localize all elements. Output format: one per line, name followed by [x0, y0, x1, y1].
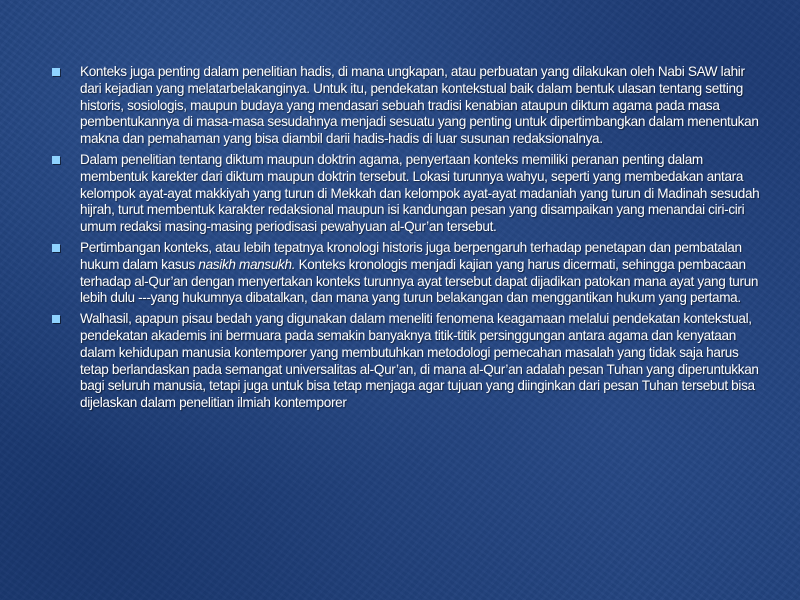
bullet-text: Dalam penelitian tentang diktum maupun doktrin agama, penyertaan konteks memiliki peranan penting dalam membentuk karekter dari diktum maupun doktrin tersebut. Lokasi turunnya wahyu, seperti yang membedakan antara kelompok ayat-ayat makkiyah yang turun di Mekkah dan kelompok ayat-ayat madaniah yang turun di Madinah sesudah hijrah, turut membentuk karakter redaksional maupun isi kandungan pesan yang disampaikan yang menandai ciri-ciri umum redaksi masing-masing periodisasi pewahyuan al-Qur’an tersebut.	[80, 151, 760, 235]
square-bullet-icon	[52, 315, 60, 323]
square-bullet-icon	[52, 68, 60, 76]
square-bullet-icon	[52, 156, 60, 164]
bullet-item-3	[50, 240, 762, 307]
bullet-item-4	[50, 311, 762, 412]
bullet-text: Walhasil, apapun pisau bedah yang digunakan dalam meneliti fenomena keagamaan melalui pendekatan kontekstual, pendekatan akademis ini bermuara pada semakin banyaknya titik-titik persinggungan antara agama dan kenyataan dalam kehidupan manusia kontemporer yang membutuhkan metodologi pemecahan masalah yang tidak saja harus tetap berlandaskan pada semangat universalitas al-Qur’an, di mana al-Qur’an adalah pesan Tuhan yang diperuntukkan bagi seluruh manusia, tetapi juga untuk bisa tetap menjaga agar tujuan yang diinginkan dari pesan Tuhan tersebut bisa dijelaskan dalam penelitian ilmiah kontemporer	[80, 311, 759, 411]
slide-body	[50, 64, 762, 416]
bullet-item-2	[50, 152, 762, 236]
bullet-text-italic-term: nasikh mansukh.	[198, 256, 296, 272]
bullet-list	[50, 64, 762, 412]
bullet-item-1	[50, 64, 762, 148]
bullet-text: Konteks juga penting dalam penelitian hadis, di mana ungkapan, atau perbuatan yang dilakukan oleh Nabi SAW lahir dari kejadian yang melatarbelakanginya. Untuk itu, pendekatan kontekstual baik dalam bentuk ulasan tentang setting historis, sosiologis, maupun budaya yang mendasari sebuah tradisi kenabian ataupun diktum agama pada masa pembentukannya di masa-masa sesudahnya menjadi sesuatu yang penting untuk dipertimbangkan dalam menentukan makna dan pemahaman yang bisa diambil darii hadis-hadis di luar susunan redaksionalnya.	[80, 64, 759, 147]
square-bullet-icon	[52, 244, 60, 252]
bullet-text-after: Konteks kronologis menjadi kajian yang harus dicermati, sehingga pembacaan terhadap al-Qur’an dengan menyertakan konteks turunnya ayat tersebut dapat dijadikan patokan mana ayat yang turun lebih dulu ---yang hukumnya dibatalkan, dan mana yang turun belakangan dan menggantikan hukum yang pertama.	[80, 256, 759, 306]
bullet-text-before: Pertimbangan konteks, atau lebih tepatnya kronologi historis juga berpengaruh terhadap penetapan dan pembatalan hukum dalam kasus	[80, 239, 742, 272]
